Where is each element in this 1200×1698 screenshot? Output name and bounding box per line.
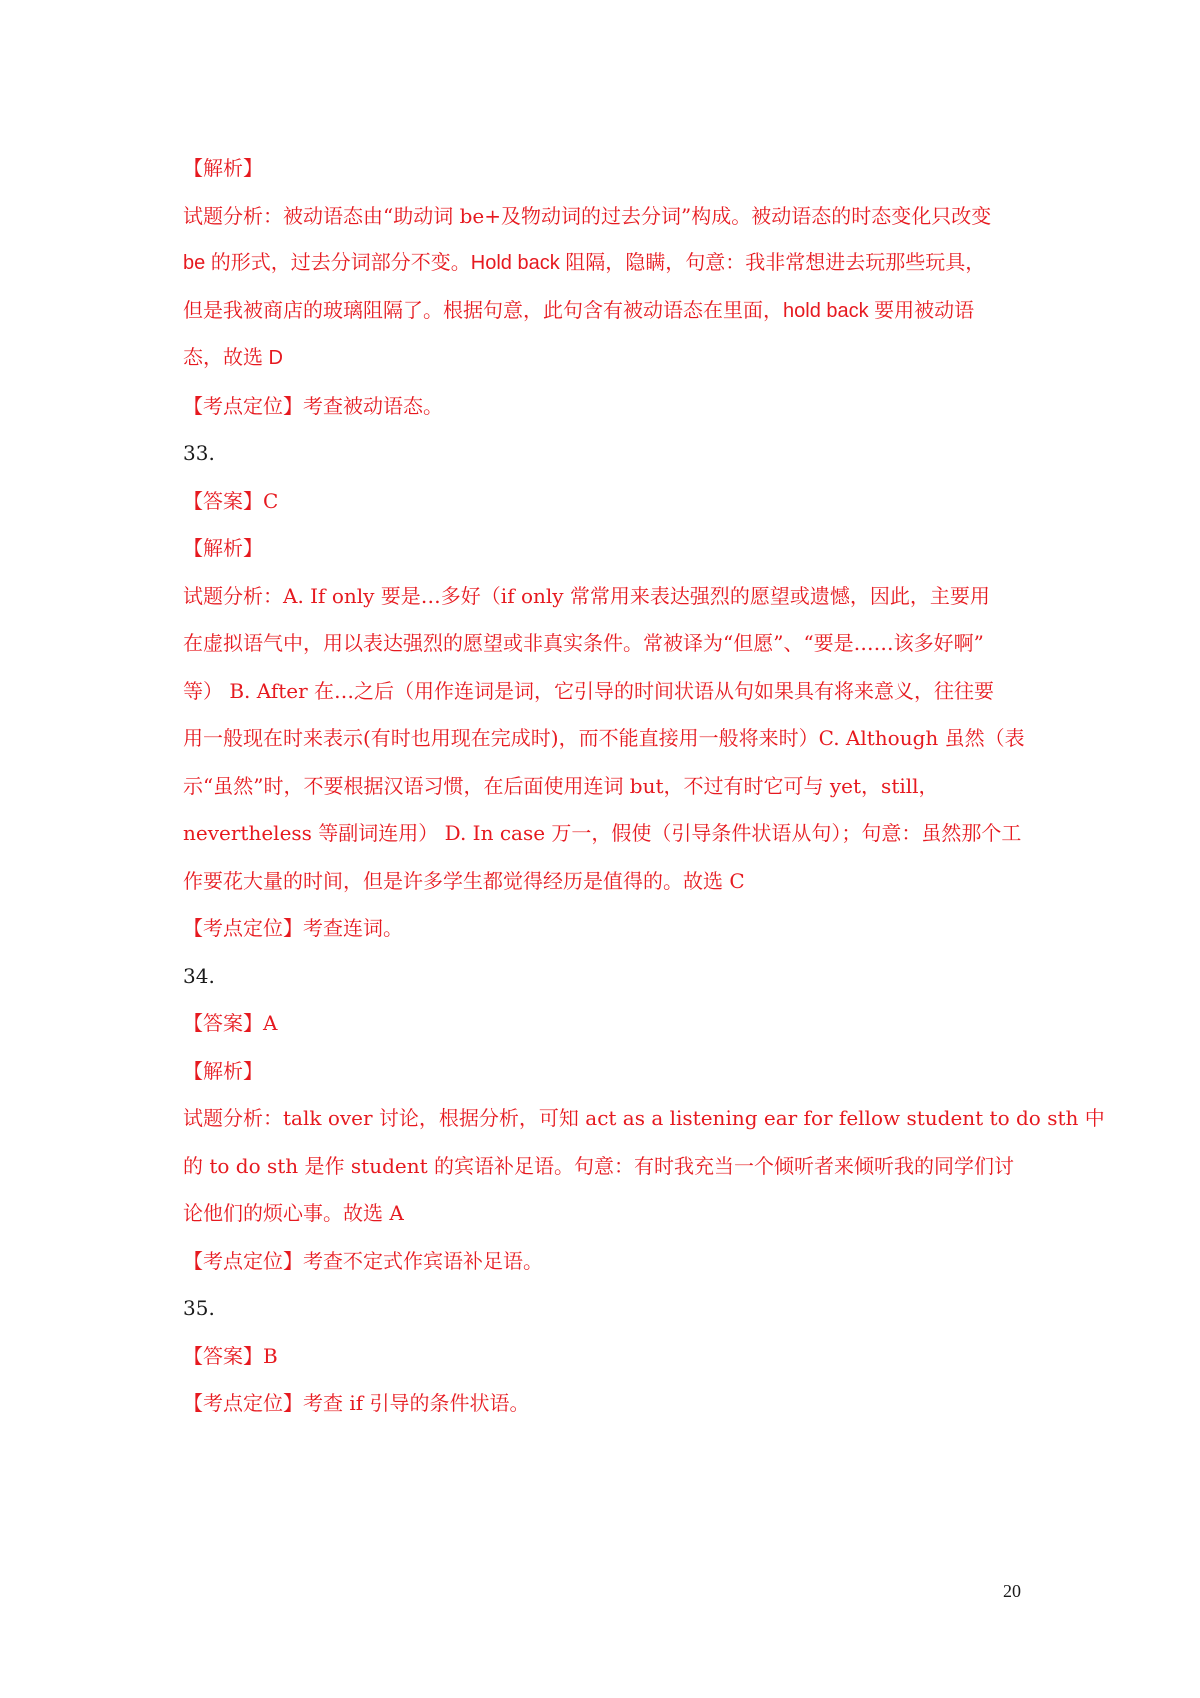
text-line: 【解析】 [183,536,263,560]
text-line: nevertheless 等副词连用） D. In case 万一，假使（引导条件状语从句）；句意：虽然那个工 [183,821,1022,845]
text-line: 示“虽然”时，不要根据汉语习惯，在后面使用连词 but，不过有时它可与 yet，still， [183,773,939,798]
text-line: 态，故选 D [183,347,283,369]
page-number: 20 [1003,1581,1021,1601]
text-line: 【解析】 [183,1058,263,1083]
text-line: 【考点定位】考查不定式作宾语补足语。 [183,1248,543,1273]
page-content [183,153,1105,1436]
text-line: 33. [183,441,215,465]
text-line: 34. [183,963,215,988]
text-line: 【答案】B [183,1343,278,1368]
text-line: 作要花大量的时间，但是许多学生都觉得经历是值得的。故选 C [183,868,745,893]
text-line: 【答案】C [183,488,279,513]
text-line: 【考点定位】考查 if 引导的条件状语。 [183,1391,530,1415]
text-line: 试题分析：被动语态由“助动词 be+及物动词的过去分词”构成。被动语态的时态变化只改变 [183,203,992,228]
text-line: be 的形式，过去分词部分不变。Hold back 阻隔，隐瞒，句意：我非常想进去玩那些玩具， [183,252,986,274]
text-line: 但是我被商店的玻璃阻隔了。根据句意，此句含有被动语态在里面，hold back 要用被动语 [183,299,975,322]
text-line: 【答案】A [183,1011,278,1035]
text-line: 【考点定位】考查连词。 [183,916,403,940]
text-line: 等） B. After 在…之后（用作连词是词，它引导的时间状语从句如果具有将来意义，往往要 [183,678,995,703]
text-line: 【解析】 [183,156,263,180]
text-line: 论他们的烦心事。故选 A [183,1201,404,1225]
text-line: 在虚拟语气中，用以表达强烈的愿望或非真实条件。常被译为“但愿”、“要是……该多好啊” [183,631,984,655]
text-line: 试题分析：A. If only 要是…多好（if only 常常用来表达强烈的愿望或遗憾，因此，主要用 [183,583,990,608]
text-line: 试题分析：talk over 讨论，根据分析，可知 act as a listening ear for fellow student to do sth 中 [183,1106,1105,1130]
text-line: 35. [183,1296,215,1320]
text-line: 【考点定位】考查被动语态。 [183,393,443,418]
text-line: 的 to do sth 是作 student 的宾语补足语。句意：有时我充当一个倾听者来倾听我的同学们讨 [183,1153,1014,1178]
text-line: 用一般现在时来表示(有时也用现在完成时)，而不能直接用一般将来时）C. Although 虽然（表 [183,726,1025,750]
